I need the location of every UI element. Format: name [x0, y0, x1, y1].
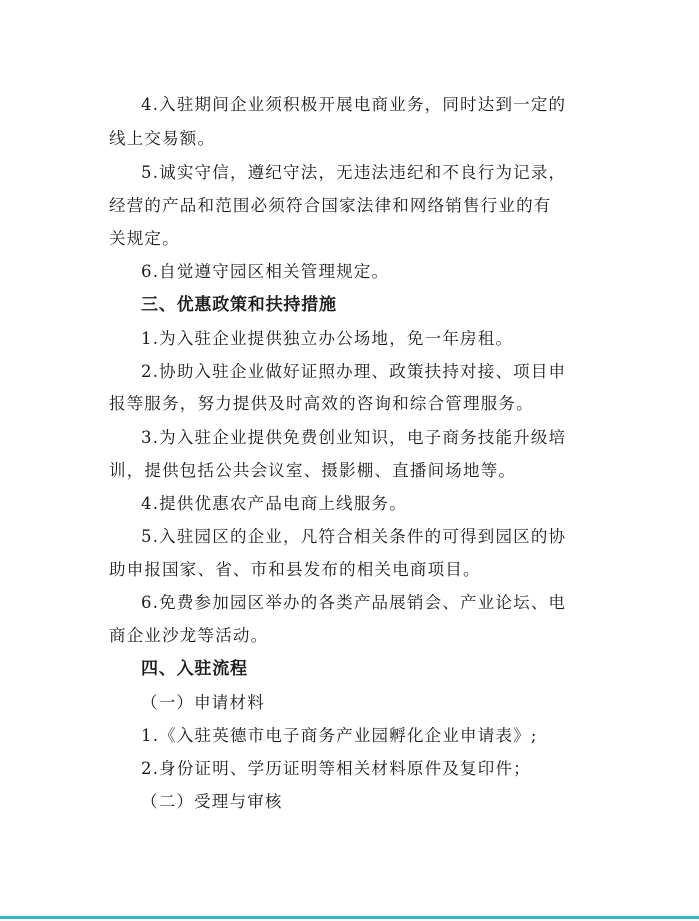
text-line: 2.身份证明、学历证明等相关材料原件及复印件； — [141, 759, 531, 778]
subsection-heading: （一）申请材料 — [141, 693, 265, 712]
text-line: 3.为入驻企业提供免费创业知识，电子商务技能升级培 — [141, 428, 567, 447]
section-heading: 四、入驻流程 — [141, 659, 248, 679]
text-line: 报等服务，努力提供及时高效的咨询和综合管理服务。 — [109, 394, 534, 413]
bottom-rule — [0, 916, 699, 919]
text-line: 经营的产品和范围必须符合国家法律和网络销售行业的有 — [109, 196, 552, 215]
text-line: 4.提供优惠农产品电商上线服务。 — [141, 494, 407, 513]
text-line: 训，提供包括公共会议室、摄影棚、直播间场地等。 — [109, 461, 517, 480]
text-line: 助申报国家、省、市和县发布的相关电商项目。 — [109, 560, 481, 579]
text-line: 1.《入驻英德市电子商务产业园孵化企业申请表》; — [141, 726, 538, 745]
section-heading: 三、优惠政策和扶持措施 — [141, 295, 337, 315]
text-line: 6.免费参加园区举办的各类产品展销会、产业论坛、电 — [141, 593, 567, 612]
text-line: 4.入驻期间企业须积极开展电商业务，同时达到一定的 — [141, 95, 567, 114]
text-line: 5.诚实守信，遵纪守法，无违法违纪和不良行为记录， — [141, 163, 567, 182]
subsection-heading: （二）受理与审核 — [141, 792, 283, 811]
text-line: 商企业沙龙等活动。 — [109, 626, 269, 645]
text-line: 5.入驻园区的企业，凡符合相关条件的可得到园区的协 — [141, 527, 567, 546]
text-line: 关规定。 — [109, 229, 180, 248]
text-line: 6.自觉遵守园区相关管理规定。 — [141, 262, 390, 281]
text-line: 1.为入驻企业提供独立办公场地，免一年房租。 — [141, 329, 514, 348]
text-line: 2.协助入驻企业做好证照办理、政策扶持对接、项目申 — [141, 362, 567, 381]
text-line: 线上交易额。 — [109, 129, 216, 148]
